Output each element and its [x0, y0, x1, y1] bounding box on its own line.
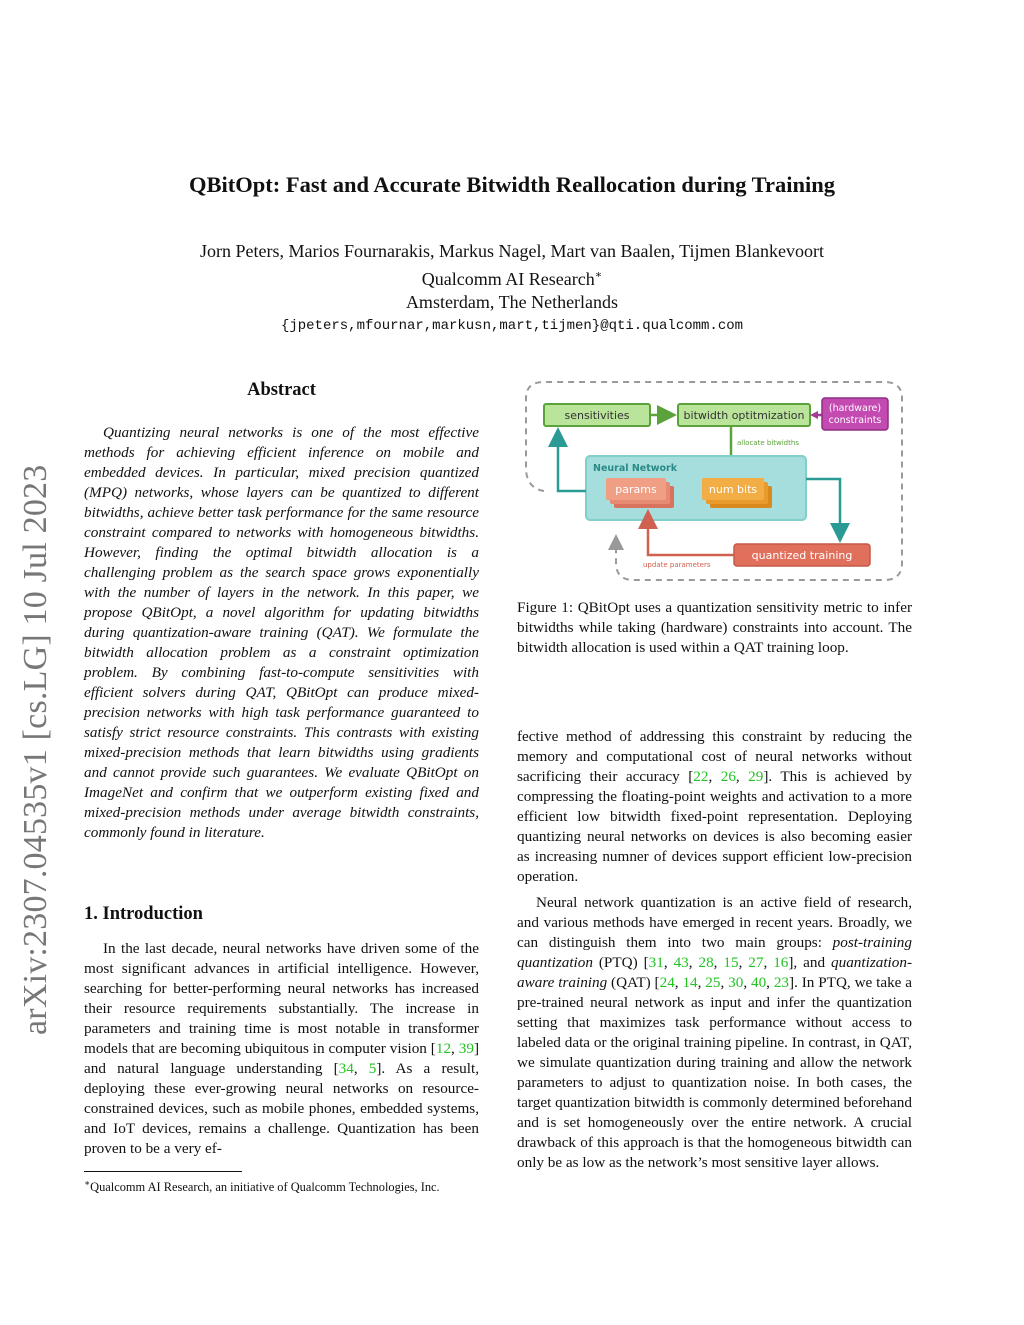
intro-right-column [517, 727, 912, 1173]
author-block [0, 240, 1024, 338]
affiliation [0, 264, 1024, 292]
citation-link[interactable]: 40 [750, 974, 767, 991]
citation-link[interactable]: 26 [720, 768, 736, 785]
quantized-training-label: quantized training [751, 549, 853, 562]
citation-link[interactable]: 43 [673, 954, 689, 971]
citation-link[interactable]: 23 [773, 974, 790, 991]
abstract-heading: Abstract [247, 380, 316, 400]
citation-link[interactable]: 39 [458, 1040, 474, 1057]
citation-link[interactable]: 16 [773, 954, 789, 971]
author-emails[interactable]: {jpeters,mfournar,markusn,mart,tijmen}@qti.qualcomm.com [280, 317, 744, 334]
abstract-text: Quantizing neural networks is one of the most effective methods for achieving efficient inference on mobile and embedded devices. In particular, mixed precision quantized (MPQ) networks, whose layers can be quantized to different bitwidths, achieve better task performance for the same resource constraint compared to networks with homogeneous bitwidths. However, finding the optimal bitwidth allocation is a challenging problem as the search space grows exponentially with the number of layers in the network. In this paper, we propose QBitOpt, a novel algorithm for updating bitwidths during quantization-aware training (QAT). We formulate the bitwidth allocation problem as a constraint optimization problem. By combining fast-to-compute sensitivities with efficient solvers during QAT, QBitOpt can produce mixed-precision networks with high task performance guaranteed to satisfy strict resource constraints. This contrasts with existing mixed-precision methods that learn bitwidths using gradients and cannot provide such guarantees. We evaluate QBitOpt on ImageNet and confirm that we outperform existing fixed and mixed-precision methods under average bitwidth constraints, commonly found in literature. [84, 424, 479, 841]
citation-link[interactable]: 31 [648, 954, 664, 971]
citation-link[interactable]: 22 [693, 768, 709, 785]
section-heading-introduction: 1. Introduction [84, 904, 203, 924]
figure-1-diagram [522, 378, 907, 588]
citation-link[interactable]: 27 [748, 954, 764, 971]
location: Amsterdam, The Netherlands [405, 292, 619, 312]
update-params-label: update parameters [643, 561, 711, 569]
citation-link[interactable]: 14 [682, 974, 698, 991]
citation-link[interactable]: 24 [659, 974, 675, 991]
nn-to-training-arrow [806, 479, 840, 538]
intro-paragraph-1: In the last decade, neural networks have driven some of the most significant advances in artificial intelligence. However, searching for better-performing neural networks has increased their resource requirements substantially. The increase in parameters and training time is most notable in transformer models that are becoming ubiquitous in computer vision [12, 39] and natural language understanding [34, 5]. As a result, deploying these ever-growing neural networks on resource-constrained devices, such as mobile phones, embedded systems, and IoT devices, remains a challenge. Quantization has been proven to be a very ef- [84, 940, 480, 1157]
citation-link[interactable]: 15 [723, 954, 739, 971]
intro-paragraph-1-cont: fective method of addressing this constraint by reducing the memory and computational cost of neural networks without sacrificing their accuracy [22, 26, 29]. This is achieved by compressing the floating-point weights and activation to a more efficient low bitwidth fixed-point representation. Deploying quantizing neural networks on devices is also becoming easier as increasing numner of devices support efficient low-precision operation. [517, 728, 912, 885]
numbits-label: num bits [708, 483, 758, 496]
hw-constraints-line1: (hardware) [828, 403, 882, 414]
author-list: Jorn Peters, Marios Fournarakis, Markus Nagel, Mart van Baalen, Tijmen Blankevoort [200, 241, 824, 261]
arxiv-stamp: arXiv:2307.04535v1 [cs.LG] 10 Jul 2023 [17, 464, 54, 1035]
footnote-rule [84, 1171, 242, 1172]
citation-link[interactable]: 29 [748, 768, 764, 785]
footnote [84, 1178, 484, 1195]
affiliation-name: Qualcomm AI Research [421, 268, 595, 289]
hw-constraints-line2: constraints [828, 415, 882, 426]
params-label: params [615, 483, 657, 496]
citation-link[interactable]: 28 [698, 954, 714, 971]
citation-link[interactable]: 34 [338, 1060, 354, 1077]
intro-paragraph-2: Neural network quantization is an active field of research, and various methods have emerged in recent years. Broadly, we can distinguish them into two main groups: post-training quantization (PTQ) [31, 43, 28, 15, 27, 16], and quantization-aware training (QAT) [24, 14, 25, 30, 40, 23]. In PTQ, we take a pre-trained neural network as input and infer the quantization setting that maximizes task performance without access to labeled data or the original training pipeline. In contrast, in QAT, we simulate quantization during training and allow the network parameters to adjust to quantization noise. In both cases, the target quantization bitwidth is commonly determined beforehand and is set homogeneously over the entire network. A crucial drawback of this approach is that the homogeneous bitwidth can only be as low as the network’s most sensitive layer allows. [517, 894, 913, 1171]
allocate-label: allocate bitwidths [737, 439, 799, 447]
citation-link[interactable]: 5 [368, 1060, 377, 1077]
bitwidth-opt-label: bitwidth optitmization [683, 409, 805, 422]
citation-link[interactable]: 12 [435, 1040, 452, 1057]
neural-network-label: Neural Network [593, 463, 678, 474]
abstract-body [84, 423, 479, 843]
sensitivities-label: sensitivities [564, 409, 630, 422]
footnote-mark: ∗ [84, 1178, 91, 1188]
hw-arrow-head [810, 411, 818, 419]
citation-link[interactable]: 30 [728, 974, 744, 991]
citation-link[interactable]: 25 [705, 974, 721, 991]
affiliation-mark: ∗ [594, 268, 603, 281]
footnote-text: Qualcomm AI Research, an initiative of Qualcomm Technologies, Inc. [90, 1180, 440, 1195]
nn-to-sens-arrow [558, 432, 586, 491]
figure-1-caption: Figure 1: QBitOpt uses a quantization sensitivity metric to infer bitwidths while taking (hardware) constraints into account. The bitwidth allocation is used within a QAT training loop. [517, 599, 912, 656]
paper-title: QBitOpt: Fast and Accurate Bitwidth Reallocation during Training [188, 172, 836, 197]
